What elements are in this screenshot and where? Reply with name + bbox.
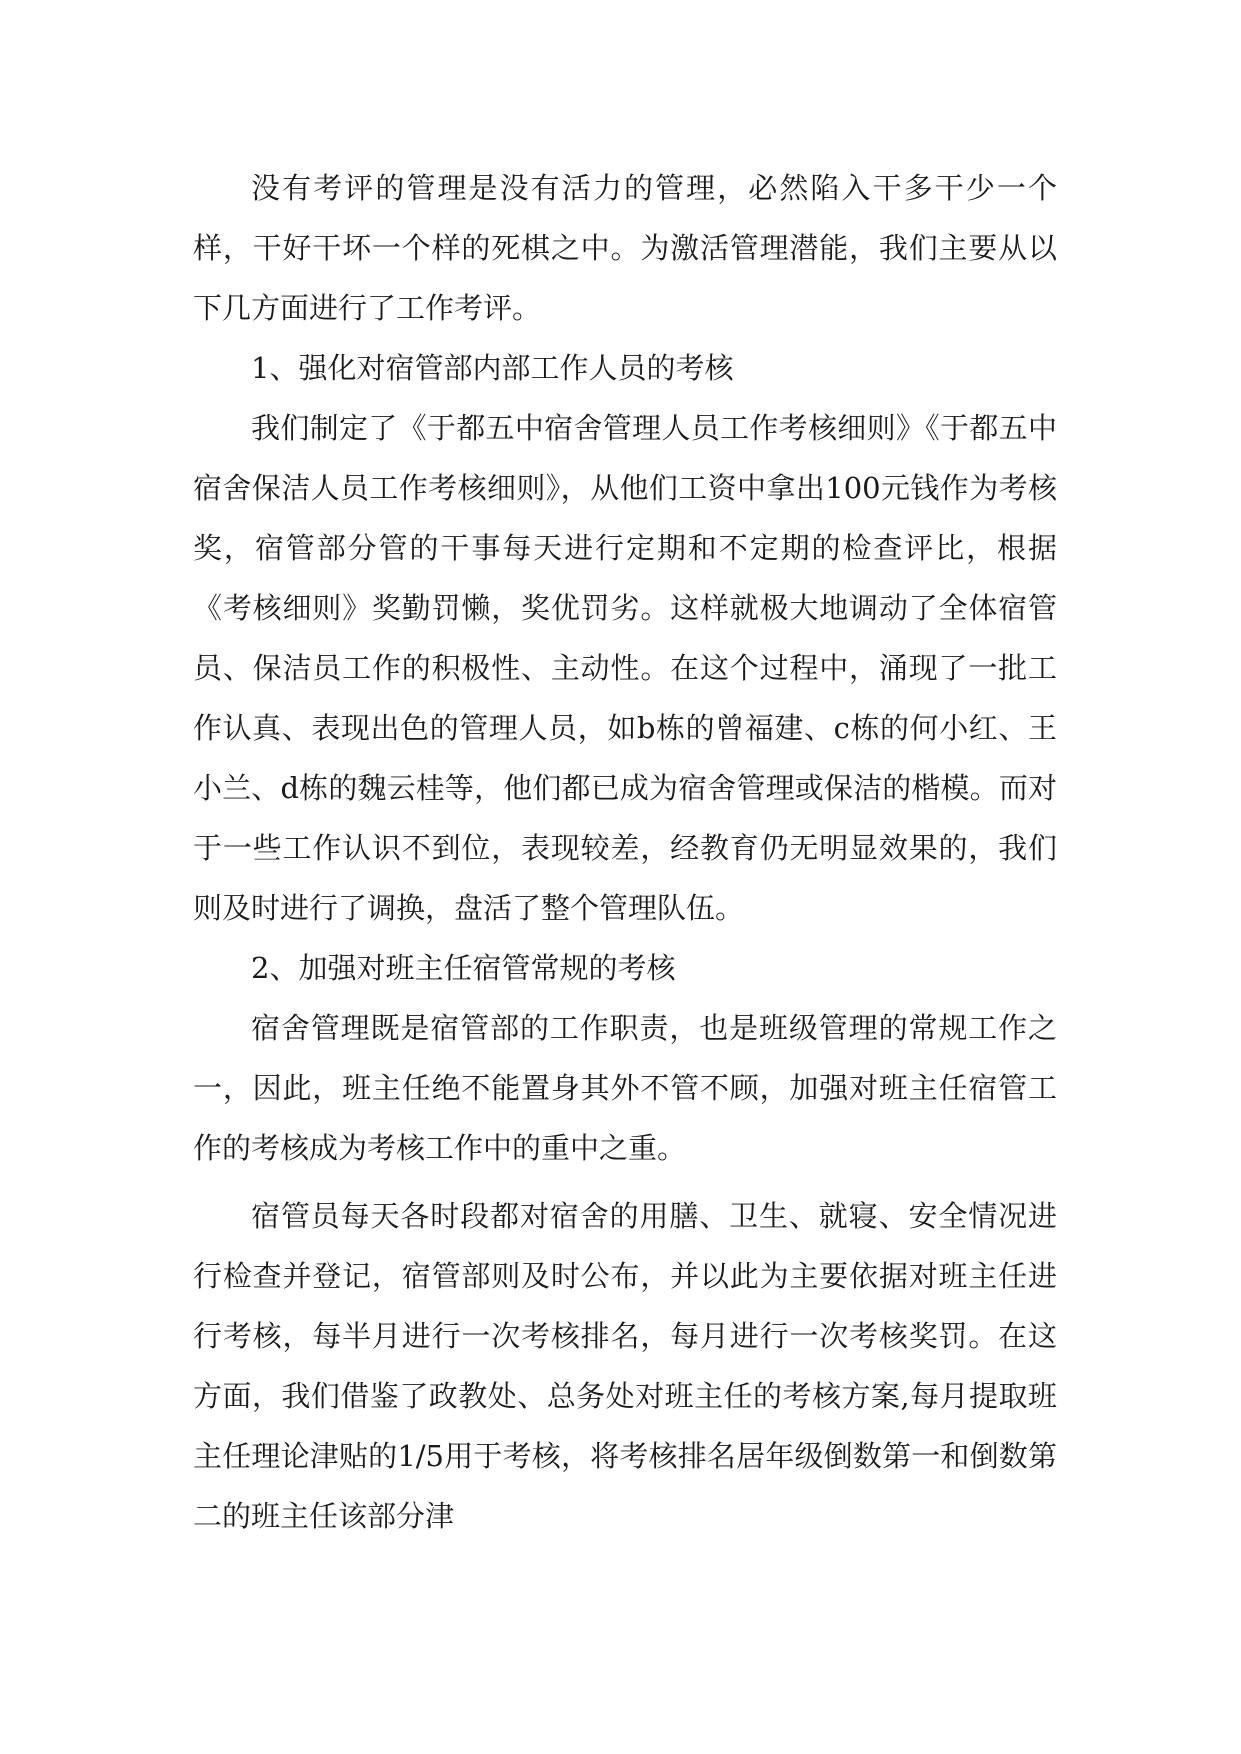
- paragraph-intro: 没有考评的管理是没有活力的管理，必然陷入干多干少一个样，干好干坏一个样的死棋之中。为激活管理潜能，我们主要从以下几方面进行了工作考评。: [193, 171, 1057, 325]
- document-body: [193, 158, 1057, 1546]
- section-heading-2: 2、加强对班主任宿管常规的考核: [251, 951, 676, 985]
- section-heading-1: 1、强化对宿管部内部工作人员的考核: [251, 351, 734, 385]
- paragraph-section-2a: 宿舍管理既是宿管部的工作职责，也是班级管理的常规工作之一，因此，班主任绝不能置身其外不管不顾，加强对班主任宿管工作的考核成为考核工作中的重中之重。: [193, 1011, 1057, 1165]
- paragraph-section-2b: 宿管员每天各时段都对宿舍的用膳、卫生、就寝、安全情况进行检查并登记，宿管部则及时公布，并以此为主要依据对班主任进行考核，每半月进行一次考核排名，每月进行一次考核奖罚。在这方面，我们借鉴了政教处、总务处对班主任的考核方案,每月提取班主任理论津贴的1/5用于考核，将考核排名居年级倒数第一和倒数第二的班主任该部分津: [193, 1199, 1057, 1533]
- paragraph-section-1: 我们制定了《于都五中宿舍管理人员工作考核细则》《于都五中宿舍保洁人员工作考核细则》，从他们工资中拿出100元钱作为考核奖，宿管部分管的干事每天进行定期和不定期的检查评比，根据《考核细则》奖勤罚懒，奖优罚劣。这样就极大地调动了全体宿管员、保洁员工作的积极性、主动性。在这个过程中，涌现了一批工作认真、表现出色的管理人员，如b栋的曾福建、c栋的何小红、王小兰、d栋的魏云桂等，他们都已成为宿舍管理或保洁的楷模。而对于一些工作认识不到位，表现较差，经教育仍无明显效果的，我们则及时进行了调换，盘活了整个管理队伍。: [193, 411, 1057, 925]
